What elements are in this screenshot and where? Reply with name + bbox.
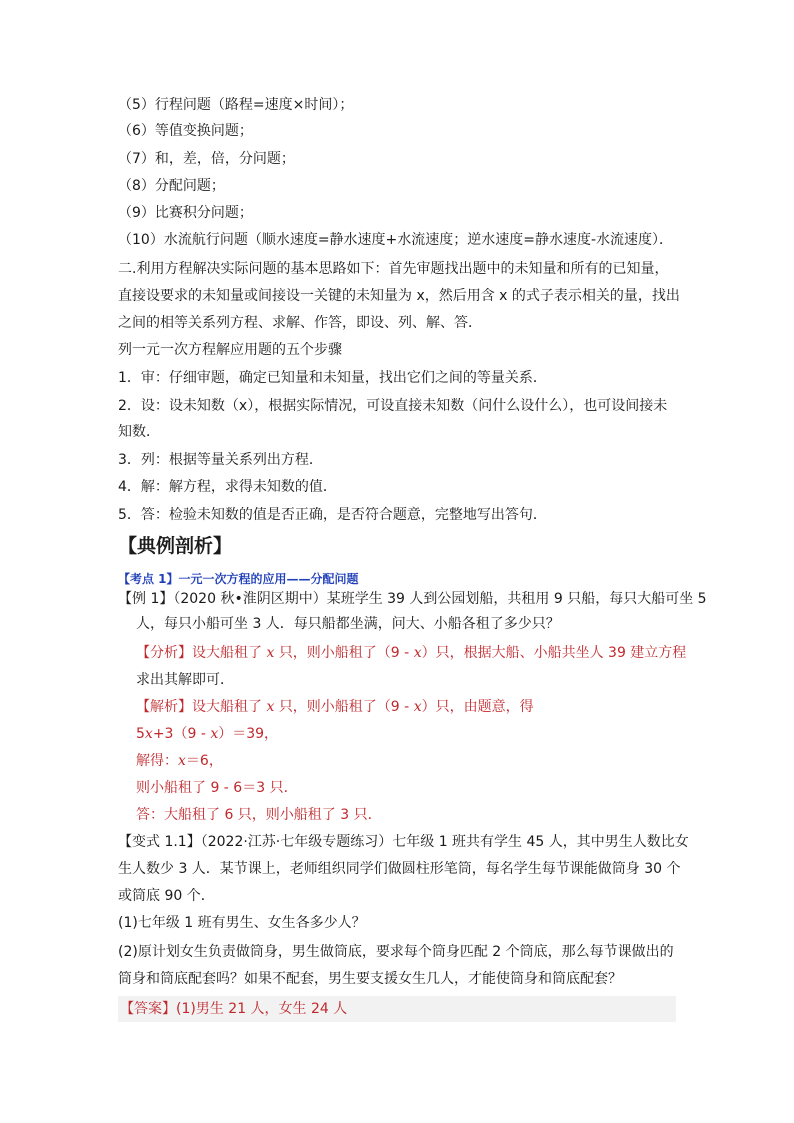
text-line: （9）比赛积分问题； <box>118 205 253 221</box>
section-heading: 【典例剖析】 <box>118 535 233 557</box>
variant-question-line: 或筒底 90 个． <box>118 888 215 904</box>
equation-text: +3（9 - <box>152 726 206 742</box>
answer-line <box>120 999 347 1019</box>
variant-tag: 【变式 1.1】 <box>118 834 201 850</box>
solve-text: ＝6， <box>185 753 223 769</box>
variable-x: x <box>210 726 219 742</box>
variant-part-line: (2)原计划女生负责做筒身，男生做筒底，要求每个筒身匹配 2 个筒底，那么每节课做出的 <box>118 944 674 960</box>
variant-question-line <box>118 832 689 852</box>
equation-text: ）＝39， <box>218 726 279 742</box>
variant-part-line: 筒身和筒底配套吗？如果不配套，男生要支援女生几人，才能使筒身和筒底配套？ <box>118 971 622 987</box>
variant-question-line: 生人数少 3 人．某节课上，老师组织同学们做圆柱形笔筒，每名学生每节课能做筒身 30 个 <box>118 861 681 877</box>
answer-tag: 【答案】 <box>120 1001 176 1017</box>
analysis-text: 设大船租了 <box>192 645 262 661</box>
example-question-line: 人，每只小船可坐 3 人．每只船都坐满，问大、小船各租了多少只？ <box>136 616 560 632</box>
text-line: （10）水流航行问题（顺水速度=静水速度+水流速度；逆水速度=静水速度-水流速度）． <box>118 232 674 248</box>
text-line: 1．审：仔细审题，确定已知量和未知量，找出它们之间的等量关系． <box>118 370 547 386</box>
variable-x: x <box>178 753 186 769</box>
small-boat-line: 则小船租了 9 - 6＝3 只． <box>136 780 298 796</box>
answer-line: 答：大船租了 6 只，则小船租了 3 只． <box>136 807 382 823</box>
kaodian-line <box>118 569 359 589</box>
kaodian-tag: 【考点 1】 <box>118 572 179 586</box>
text-line: 之间的相等关系列方程、求解、作答，即设、列、解、答． <box>118 315 482 331</box>
answer-text: (1)男生 21 人，女生 24 人 <box>176 1001 348 1017</box>
variant-question-text: （2022·江苏·七年级专题练习）七年级 1 班共有学生 45 人，其中男生人数比女 <box>200 834 689 850</box>
equation-line <box>136 724 278 744</box>
text-line: 5．答：检验未知数的值是否正确，是否符合题意，完整地写出答句． <box>118 507 547 523</box>
solution-tag: 【解析】 <box>136 699 192 715</box>
text-line: （7）和，差，倍，分问题； <box>118 151 295 167</box>
analysis-line: 求出其解即可． <box>136 672 234 688</box>
text-line: （8）分配问题； <box>118 178 225 194</box>
text-line: （5）行程问题（路程=速度×时间）； <box>118 97 354 113</box>
solve-text: 解得： <box>136 753 178 769</box>
analysis-text: 只，则小船租了（9 - <box>278 645 410 661</box>
solution-text: 设大船租了 <box>192 699 262 715</box>
variable-x: x <box>413 645 422 661</box>
text-line: 知数． <box>118 424 160 440</box>
example-question-line <box>118 589 707 609</box>
solution-line <box>136 697 534 717</box>
kaodian-title: 一元一次方程的应用——分配问题 <box>178 572 359 586</box>
analysis-line <box>136 643 686 663</box>
analysis-tag: 【分析】 <box>136 645 192 661</box>
text-line: 4．解：解方程，求得未知数的值． <box>118 479 337 495</box>
variable-x: x <box>266 699 275 715</box>
variant-part-line: (1)七年级 1 班有男生、女生各多少人？ <box>118 915 366 931</box>
example-tag: 【例 1】 <box>118 591 174 607</box>
analysis-text: ）只，根据大船、小船共坐人 39 建立方程 <box>421 645 687 661</box>
example-question-text: （2020 秋•淮阴区期中）某班学生 39 人到公园划船，共租用 9 只船，每只大船可坐 5 <box>173 591 707 607</box>
solution-text: 只，则小船租了（9 - <box>278 699 410 715</box>
text-line: （6）等值变换问题； <box>118 123 253 139</box>
text-line: 2．设：设未知数（x），根据实际情况，可设直接未知数（问什么设什么），也可设间接未 <box>118 398 668 414</box>
text-line: 3．列：根据等量关系列出方程． <box>118 452 323 468</box>
equation-text: 5 <box>136 726 145 742</box>
solution-text: ）只，由题意，得 <box>421 699 534 715</box>
text-line: 二.利用方程解决实际问题的基本思路如下：首先审题找出题中的未知量和所有的已知量， <box>118 261 669 277</box>
solve-line <box>136 751 223 771</box>
text-line: 直接设要求的未知量或间接设一关键的未知量为 x，然后用含 x 的式子表示相关的量，找出 <box>118 288 680 304</box>
variable-x: x <box>413 699 422 715</box>
variable-x: x <box>144 726 153 742</box>
variable-x: x <box>266 645 275 661</box>
text-line: 列一元一次方程解应用题的五个步骤 <box>118 342 342 358</box>
